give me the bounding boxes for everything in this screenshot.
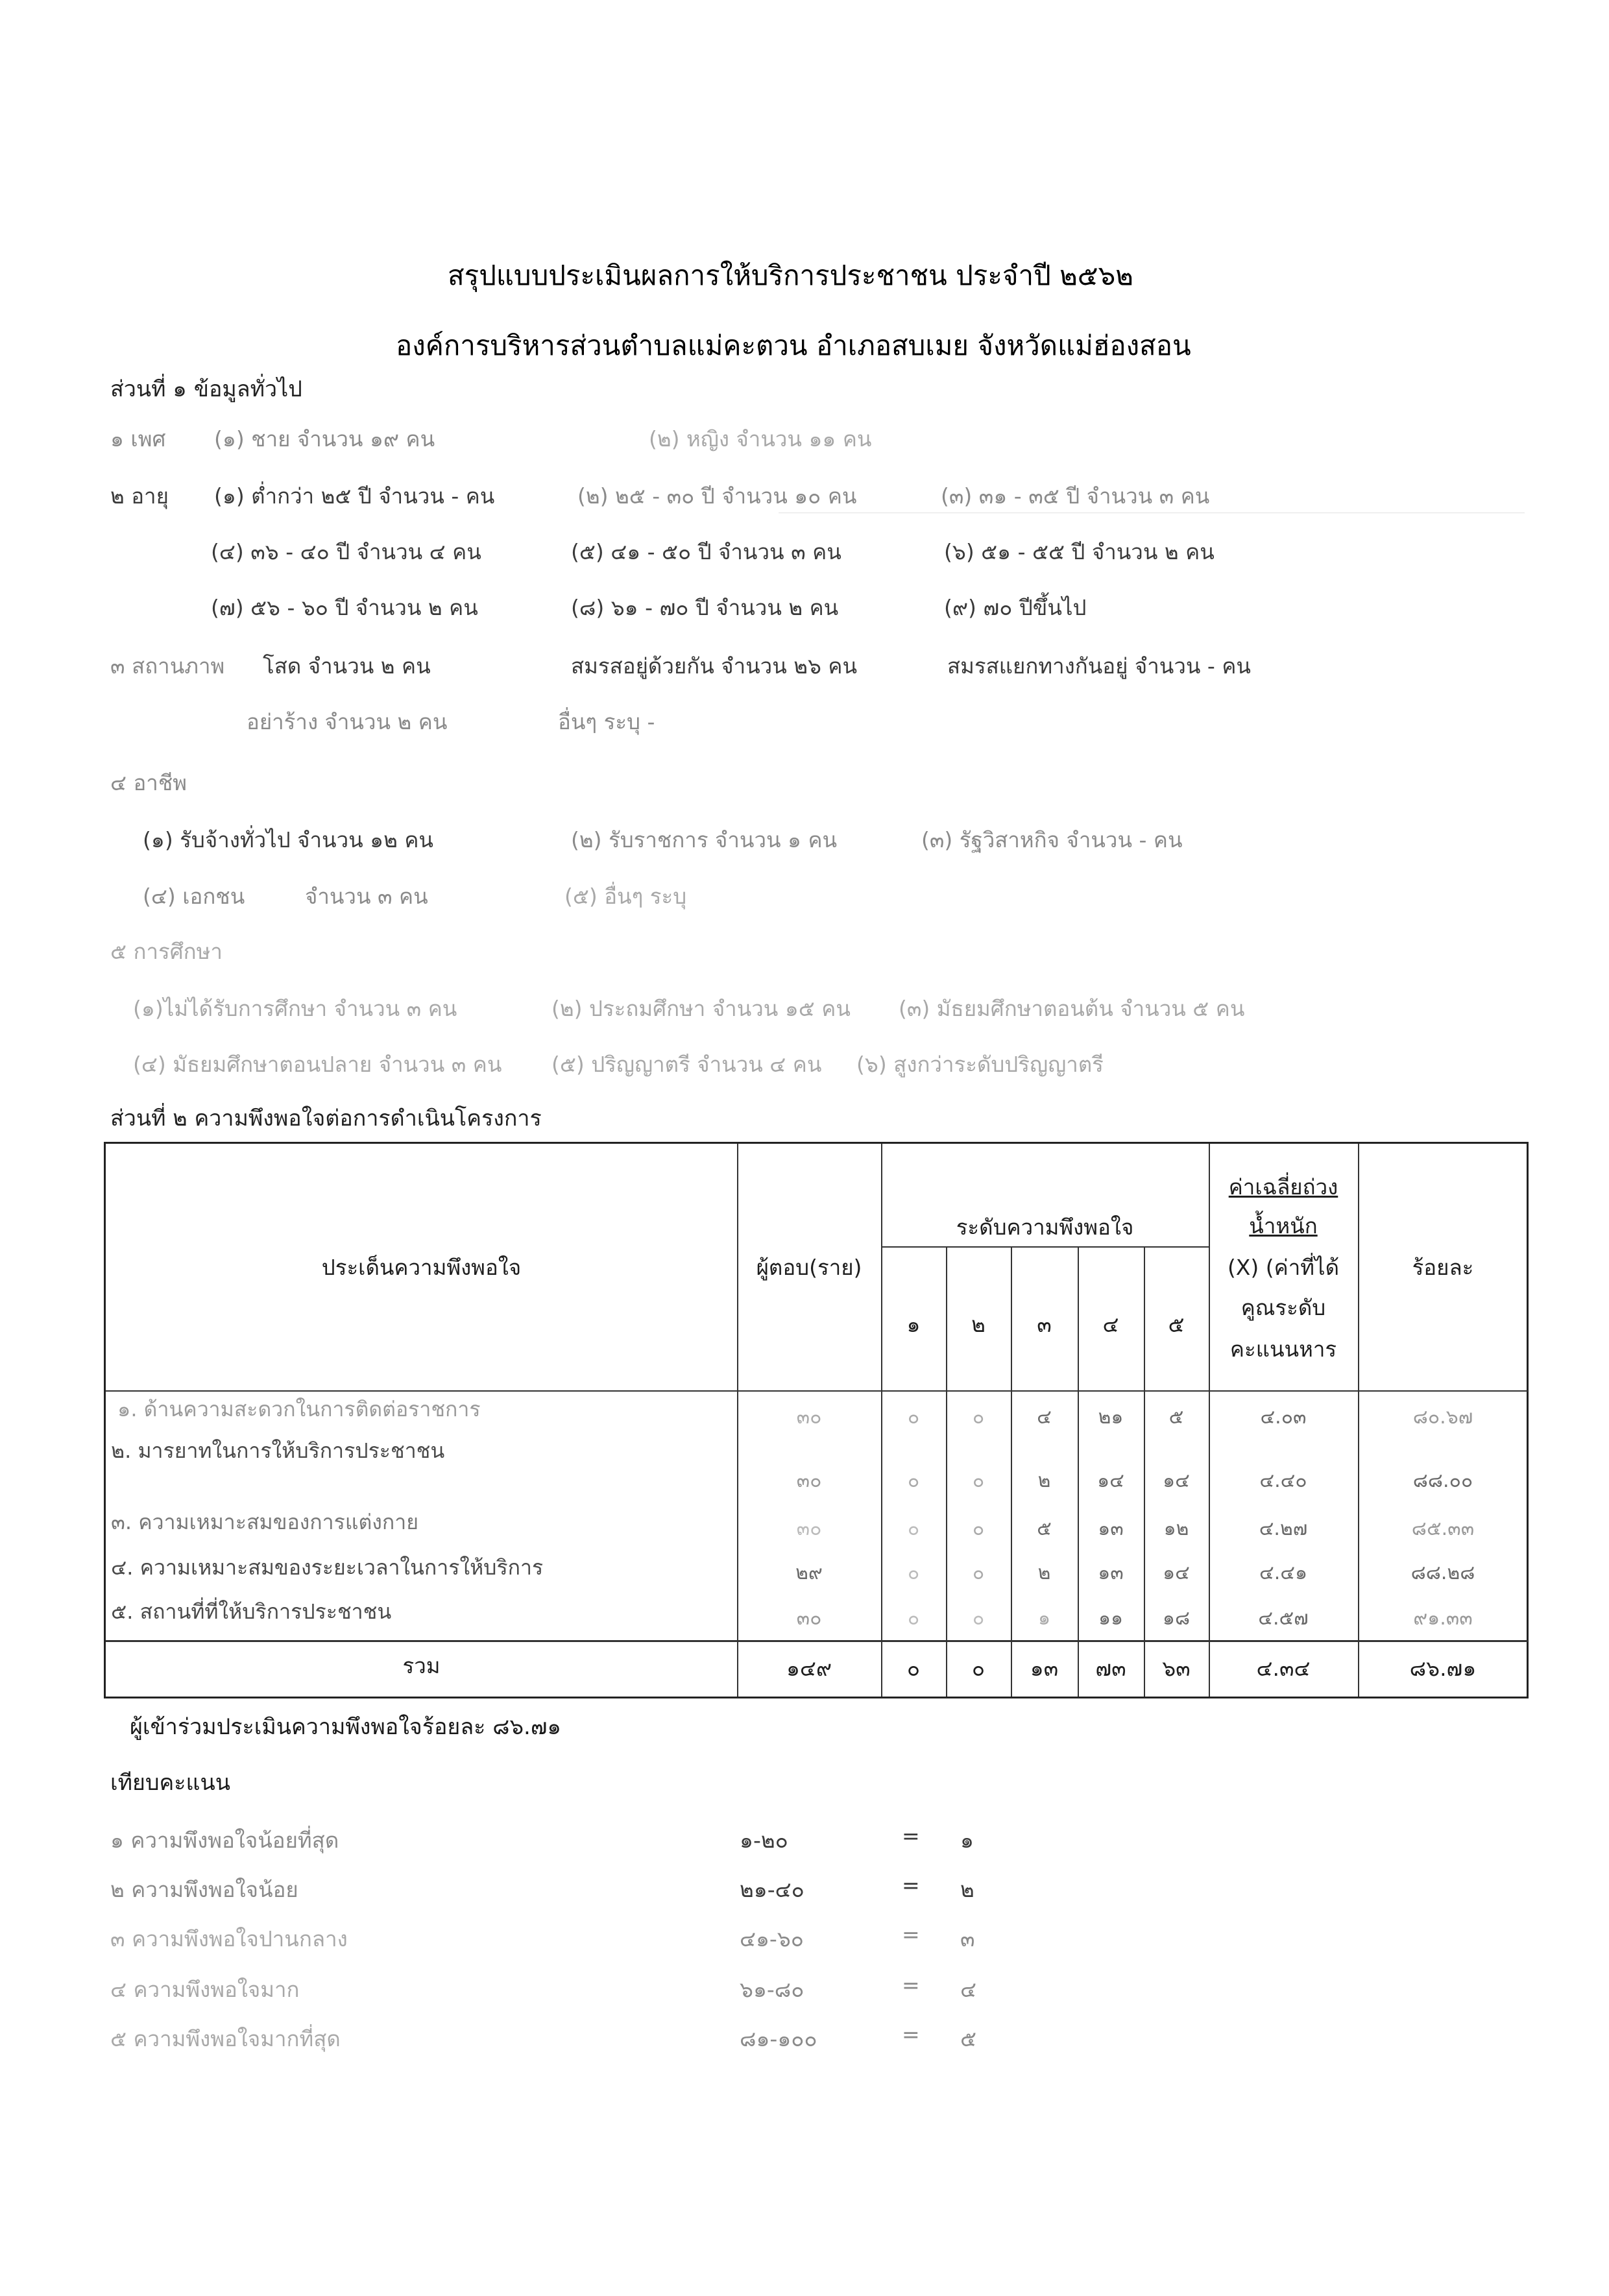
gender-male: (๑) ชาย จำนวน ๑๙ คน <box>214 426 435 452</box>
age-option-9: (๙) ๗๐ ปีขึ้นไป <box>944 595 1087 620</box>
scale-score: ๒ <box>960 1877 974 1902</box>
header-avg-3: (X) (ค่าที่ได้ <box>1227 1255 1340 1280</box>
header-topic: ประเด็นความพึงพอใจ <box>321 1255 522 1280</box>
scale-range: ๑-๒๐ <box>740 1828 788 1853</box>
education-3: (๓) มัธยมศึกษาตอนต้น จำนวน ๕ คน <box>899 996 1245 1021</box>
level-4: ๔ <box>1102 1312 1119 1337</box>
table-cell: ๐ <box>972 1562 985 1584</box>
table-cell: ๑๑ <box>1098 1607 1124 1630</box>
table-cell: ๑ <box>1037 1607 1051 1630</box>
table-cell: ๑๘ <box>1162 1607 1191 1630</box>
table-cell: ๒๙ <box>795 1562 823 1584</box>
table-cell: ๐ <box>907 1406 920 1429</box>
table-cell: ๒๑ <box>1098 1406 1124 1429</box>
scale-score: ๑ <box>960 1828 974 1853</box>
scale-score: ๓ <box>960 1926 975 1952</box>
total-cell: ๑๓ <box>1030 1656 1059 1681</box>
table-cell: ๘๕.๓๓ <box>1411 1517 1475 1540</box>
education-6: (๖) สูงกว่าระดับปริญญาตรี <box>856 1052 1104 1077</box>
header-levels: ระดับความพึงพอใจ <box>956 1214 1134 1240</box>
table-cell: ๐ <box>972 1607 985 1630</box>
status-other: อื่นๆ ระบุ - <box>558 709 655 734</box>
header-avg-5: คะแนนหาร <box>1229 1336 1337 1362</box>
status-divorced: อย่าร้าง จำนวน ๒ คน <box>247 709 448 734</box>
scale-label: ๑ ความพึงพอใจน้อยที่สุด <box>110 1828 339 1853</box>
scale-eq: = <box>902 2022 920 2047</box>
header-avg-4: คูณระดับ <box>1240 1295 1326 1320</box>
header-avg-1: ค่าเฉลี่ยถ่วง <box>1228 1174 1338 1200</box>
table-cell: ๓๐ <box>796 1469 822 1492</box>
header-percent: ร้อยละ <box>1412 1255 1474 1280</box>
table-cell: ๑๒ <box>1163 1517 1189 1540</box>
age-option-2: (๒) ๒๕ - ๓๐ ปี จำนวน ๑๐ คน <box>577 483 857 509</box>
table-cell: ๔.๒๗ <box>1259 1517 1308 1540</box>
scale-range: ๘๑-๑๐๐ <box>740 2026 817 2051</box>
status-label: ๓ สถานภาพ <box>110 653 225 679</box>
table-cell: ๐ <box>907 1469 920 1492</box>
scale-range: ๖๑-๘๐ <box>740 1977 804 2002</box>
table-row-topic: ๕. สถานที่ที่ให้บริการประชาชน <box>111 1599 392 1624</box>
table-row-topic: ๓. ความเหมาะสมของการแต่งกาย <box>111 1510 418 1534</box>
occupation-5: (๕) อื่นๆ ระบุ <box>564 884 687 909</box>
age-option-5: (๕) ๔๑ - ๕๐ ปี จำนวน ๓ คน <box>571 539 841 564</box>
table-cell: ๘๐.๖๗ <box>1412 1406 1473 1429</box>
table-cell: ๓๐ <box>796 1517 822 1540</box>
education-5: (๕) ปริญญาตรี จำนวน ๔ คน <box>551 1052 822 1077</box>
summary-text: ผู้เข้าร่วมประเมินความพึงพอใจร้อยละ ๘๖.๗๑ <box>130 1714 562 1740</box>
table-cell: ๐ <box>972 1469 985 1492</box>
table-row-topic: ๑. ด้านความสะดวกในการติดต่อราชการ <box>117 1397 481 1421</box>
scale-range: ๒๑-๔๐ <box>740 1877 804 1902</box>
education-4: (๔) มัธยมศึกษาตอนปลาย จำนวน ๓ คน <box>133 1052 502 1077</box>
part2-heading: ส่วนที่ ๒ ความพึงพอใจต่อการดำเนินโครงการ <box>110 1106 542 1131</box>
total-cell: ๗๓ <box>1095 1656 1126 1681</box>
level-5: ๕ <box>1168 1312 1185 1337</box>
scale-eq: = <box>902 1922 920 1947</box>
table-row-topic: ๒. มารยาทในการให้บริการประชาชน <box>111 1438 445 1463</box>
table-cell: ๔.๔๑ <box>1259 1562 1307 1584</box>
table-cell: ๐ <box>972 1517 985 1540</box>
scale-label: ๒ ความพึงพอใจน้อย <box>110 1877 298 1902</box>
age-option-6: (๖) ๕๑ - ๕๕ ปี จำนวน ๒ คน <box>944 539 1215 564</box>
status-single: โสด จำนวน ๒ คน <box>263 653 431 679</box>
table-cell: ๑๔ <box>1163 1469 1190 1492</box>
document-title: สรุปแบบประเมินผลการให้บริการประชาชน ประจำปี ๒๕๖๒ <box>448 260 1133 291</box>
table-cell: ๑๓ <box>1098 1517 1124 1540</box>
occupation-label: ๔ อาชีพ <box>110 770 187 795</box>
table-cell: ๔.๐๓ <box>1260 1406 1307 1429</box>
table-cell: ๑๓ <box>1098 1562 1124 1584</box>
table-cell: ๒ <box>1037 1469 1051 1492</box>
total-cell: ๘๖.๗๑ <box>1409 1656 1477 1681</box>
occupation-1: (๑) รับจ้างทั่วไป จำนวน ๑๒ คน <box>143 827 433 852</box>
gender-label: ๑ เพศ <box>110 426 166 452</box>
total-cell: ๖๓ <box>1162 1656 1191 1681</box>
age-option-8: (๘) ๖๑ - ๗๐ ปี จำนวน ๒ คน <box>571 595 839 620</box>
table-cell: ๔.๕๗ <box>1258 1607 1309 1630</box>
occupation-2: (๒) รับราชการ จำนวน ๑ คน <box>571 827 838 852</box>
occupation-4-count: จำนวน ๓ คน <box>305 884 428 909</box>
table-cell: ๒ <box>1037 1562 1051 1584</box>
education-2: (๒) ประถมศึกษา จำนวน ๑๕ คน <box>551 996 851 1021</box>
document-subtitle: องค์การบริหารส่วนตำบลแม่คะตวน อำเภอสบเมย จังหวัดแม่ฮ่องสอน <box>396 330 1191 361</box>
scale-range: ๔๑-๖๐ <box>740 1926 804 1952</box>
total-cell: ๐ <box>971 1656 986 1681</box>
scale-label: ๕ ความพึงพอใจมากที่สุด <box>110 2026 341 2051</box>
scale-eq: = <box>902 1823 920 1848</box>
table-cell: ๔.๔๐ <box>1259 1469 1307 1492</box>
table-cell: ๐ <box>972 1406 985 1429</box>
table-cell: ๓๐ <box>796 1406 822 1429</box>
scale-score: ๕ <box>960 2026 976 2051</box>
level-2: ๒ <box>971 1312 986 1337</box>
table-cell: ๓๐ <box>796 1607 822 1630</box>
occupation-4: (๔) เอกชน <box>143 884 245 909</box>
education-label: ๕ การศึกษา <box>110 939 223 964</box>
scale-label: ๔ ความพึงพอใจมาก <box>110 1977 300 2002</box>
part1-heading: ส่วนที่ ๑ ข้อมูลทั่วไป <box>110 376 302 402</box>
header-respondents: ผู้ตอบ(ราย) <box>756 1255 862 1280</box>
header-avg-2: น้ำหนัก <box>1249 1213 1318 1239</box>
age-option-1: (๑) ต่ำกว่า ๒๕ ปี จำนวน - คน <box>214 483 495 509</box>
scale-heading: เทียบคะแนน <box>110 1770 230 1796</box>
table-cell: ๐ <box>907 1607 920 1630</box>
occupation-3: (๓) รัฐวิสาหกิจ จำนวน - คน <box>921 827 1183 852</box>
table-cell: ๕ <box>1168 1406 1184 1429</box>
total-cell: ๑๔๙ <box>786 1656 832 1681</box>
age-label: ๒ อายุ <box>110 483 169 509</box>
education-1: (๑)ไม่ได้รับการศึกษา จำนวน ๓ คน <box>133 996 457 1021</box>
satisfaction-table <box>104 1142 1529 1698</box>
table-cell: ๘๘.๒๘ <box>1410 1562 1475 1584</box>
table-cell: ๙๑.๓๓ <box>1413 1607 1473 1630</box>
table-cell: ๔ <box>1037 1406 1052 1429</box>
level-3: ๓ <box>1037 1312 1052 1337</box>
age-option-3: (๓) ๓๑ - ๓๕ ปี จำนวน ๓ คน <box>941 483 1210 509</box>
total-cell: ๔.๓๔ <box>1256 1656 1311 1681</box>
level-1: ๑ <box>906 1312 921 1337</box>
table-cell: ๘๘.๐๐ <box>1412 1469 1473 1492</box>
total-label: รวม <box>402 1653 441 1678</box>
status-married: สมรสอยู่ด้วยกัน จำนวน ๒๖ คน <box>571 653 858 679</box>
table-cell: ๕ <box>1037 1517 1052 1540</box>
table-row-topic: ๔. ความเหมาะสมของระยะเวลาในการให้บริการ <box>111 1555 544 1580</box>
table-cell: ๑๔ <box>1163 1562 1190 1584</box>
age-option-4: (๔) ๓๖ - ๔๐ ปี จำนวน ๔ คน <box>211 539 481 564</box>
scale-label: ๓ ความพึงพอใจปานกลาง <box>110 1926 348 1952</box>
status-separated: สมรสแยกทางกันอยู่ จำนวน - คน <box>947 653 1251 679</box>
total-cell: ๐ <box>906 1656 921 1681</box>
table-cell: ๑๔ <box>1097 1469 1124 1492</box>
scale-eq: = <box>902 1872 920 1898</box>
gender-female: (๒) หญิง จำนวน ๑๑ คน <box>649 426 872 452</box>
age-option-7: (๗) ๕๖ - ๖๐ ปี จำนวน ๒ คน <box>211 595 478 620</box>
scale-score: ๔ <box>960 1977 976 2002</box>
table-cell: ๐ <box>907 1517 920 1540</box>
table-cell: ๐ <box>907 1562 920 1584</box>
scale-eq: = <box>902 1972 920 1998</box>
